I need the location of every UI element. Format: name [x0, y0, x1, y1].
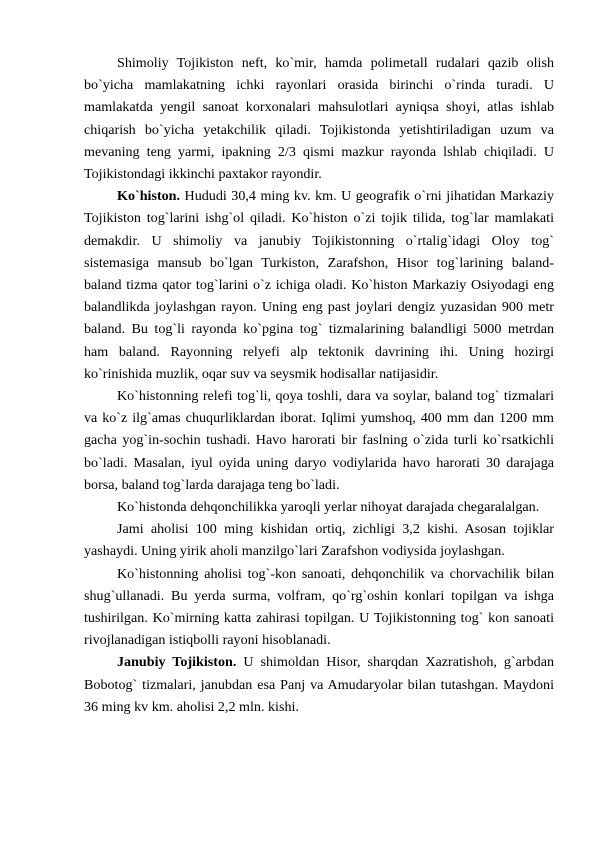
paragraph-text: Jami aholisi 100 ming kishidan ortiq, zichligi 3,2 kishi. Asosan tojiklar yashaydi. Uning yirik aholi manzilgo`lari Zarafshon vodiysida joylashgan. [84, 521, 554, 560]
paragraph-text: Ko`histonning relefi tog`li, qoya toshli, dara va soylar, baland tog` tizmalari va ko`z ilg`amas chuqurliklardan iborat. Iqlimi yumshoq, 400 mm dan 1200 mm gacha yog`in-sochin tushadi. Havo harorati bir faslning o`zida turli ko`rsatkichli bo`ladi. Masalan, iyul oyida uning daryo vodiylarida havo harorati 30 darajaga borsa, baland tog`larda darajaga teng bo`ladi. [84, 388, 554, 493]
paragraph-kohiston [84, 185, 554, 385]
paragraph-text: Shimoliy Tojikiston neft, ko`mir, hamda polimetall rudalari qazib olish bo`yicha mamlakatning ichki rayonlari orasida birinchi o`rinda turadi. U mamlakatda yengil sanoat korxonalari mahsulotlari ayniqsa shoyi, atlas ishlab chiqarish bo`yicha yetakchilik qiladi. Tojikistonda yetishtiriladigan uzum va mevaning teng yarmi, ipakning 2/3 qismi mazkur rayonda lshlab chiqiladi. U Tojikistondagi ikkinchi paxtakor rayondir. [84, 55, 554, 183]
paragraph-text: Hududi 30,4 ming kv. km. U geografik o`rni jihatidan Markaziy Tojikiston tog`larini ishg`ol qiladi. Ko`histon o`zi tojik tilida, tog`lar mamlakati demakdir. U shimoliy va janubiy Tojikistonning o`rtalig`idagi Oloy tog` sistemasiga mansub bo`lgan Turkiston, Zarafshon, Hisor tog`larining baland-baland tizma qator tog`larini o`z ichiga oladi. Ko`histon Markaziy Osiyodagi eng balandlikda joylashgan rayon. Uning eng past joylari dengiz yuzasidan 900 metr baland. Bu tog`li rayonda ko`pgina tog` tizmalarining balandligi 5000 metrdan ham baland. Rayonning relyefi alp tektonik davrining ihi. Uning hozirgi ko`rinishida muzlik, oqar suv va seysmik hodisallar natijasidir. [84, 188, 554, 382]
paragraph-text: Ko`histonda dehqonchilikka yaroqli yerlar nihoyat darajada chegaralalgan. [117, 499, 540, 516]
paragraph-kohiston-industry [84, 563, 554, 652]
section-heading-janubiy-tojikiston: Janubiy Tojikiston. [117, 654, 237, 671]
paragraph-text: Ko`histonning aholisi tog`-kon sanoati, dehqonchilik va chorvachilik bilan shug`ullanadi. Bu yerda surma, volfram, qo`rg`oshin konlari topilgan va ishga tushirilgan. Ko`mirning katta zahirasi topilgan. U Tojikistonning tog` kon sanoati rivojlanadigan istiqbolli rayoni hisoblanadi. [84, 565, 554, 649]
paragraph-janubiy-tojikiston [84, 651, 554, 718]
paragraph-kohiston-relief [84, 385, 554, 496]
paragraph-kohiston-population [84, 518, 554, 562]
document-page [84, 52, 554, 718]
section-heading-kohiston: Ko`histon. [117, 188, 181, 205]
paragraph-text: U shimoldan Hisor, sharqdan Xazratishoh, g`arbdan Bobotog` tizmalari, janubdan esa Panj va Amudaryolar bilan tutashgan. Maydoni 36 ming kv km. aholisi 2,2 mln. kishi. [84, 654, 554, 715]
paragraph-shimoliy-tojikiston [84, 52, 554, 185]
paragraph-kohiston-agriculture [84, 496, 554, 518]
